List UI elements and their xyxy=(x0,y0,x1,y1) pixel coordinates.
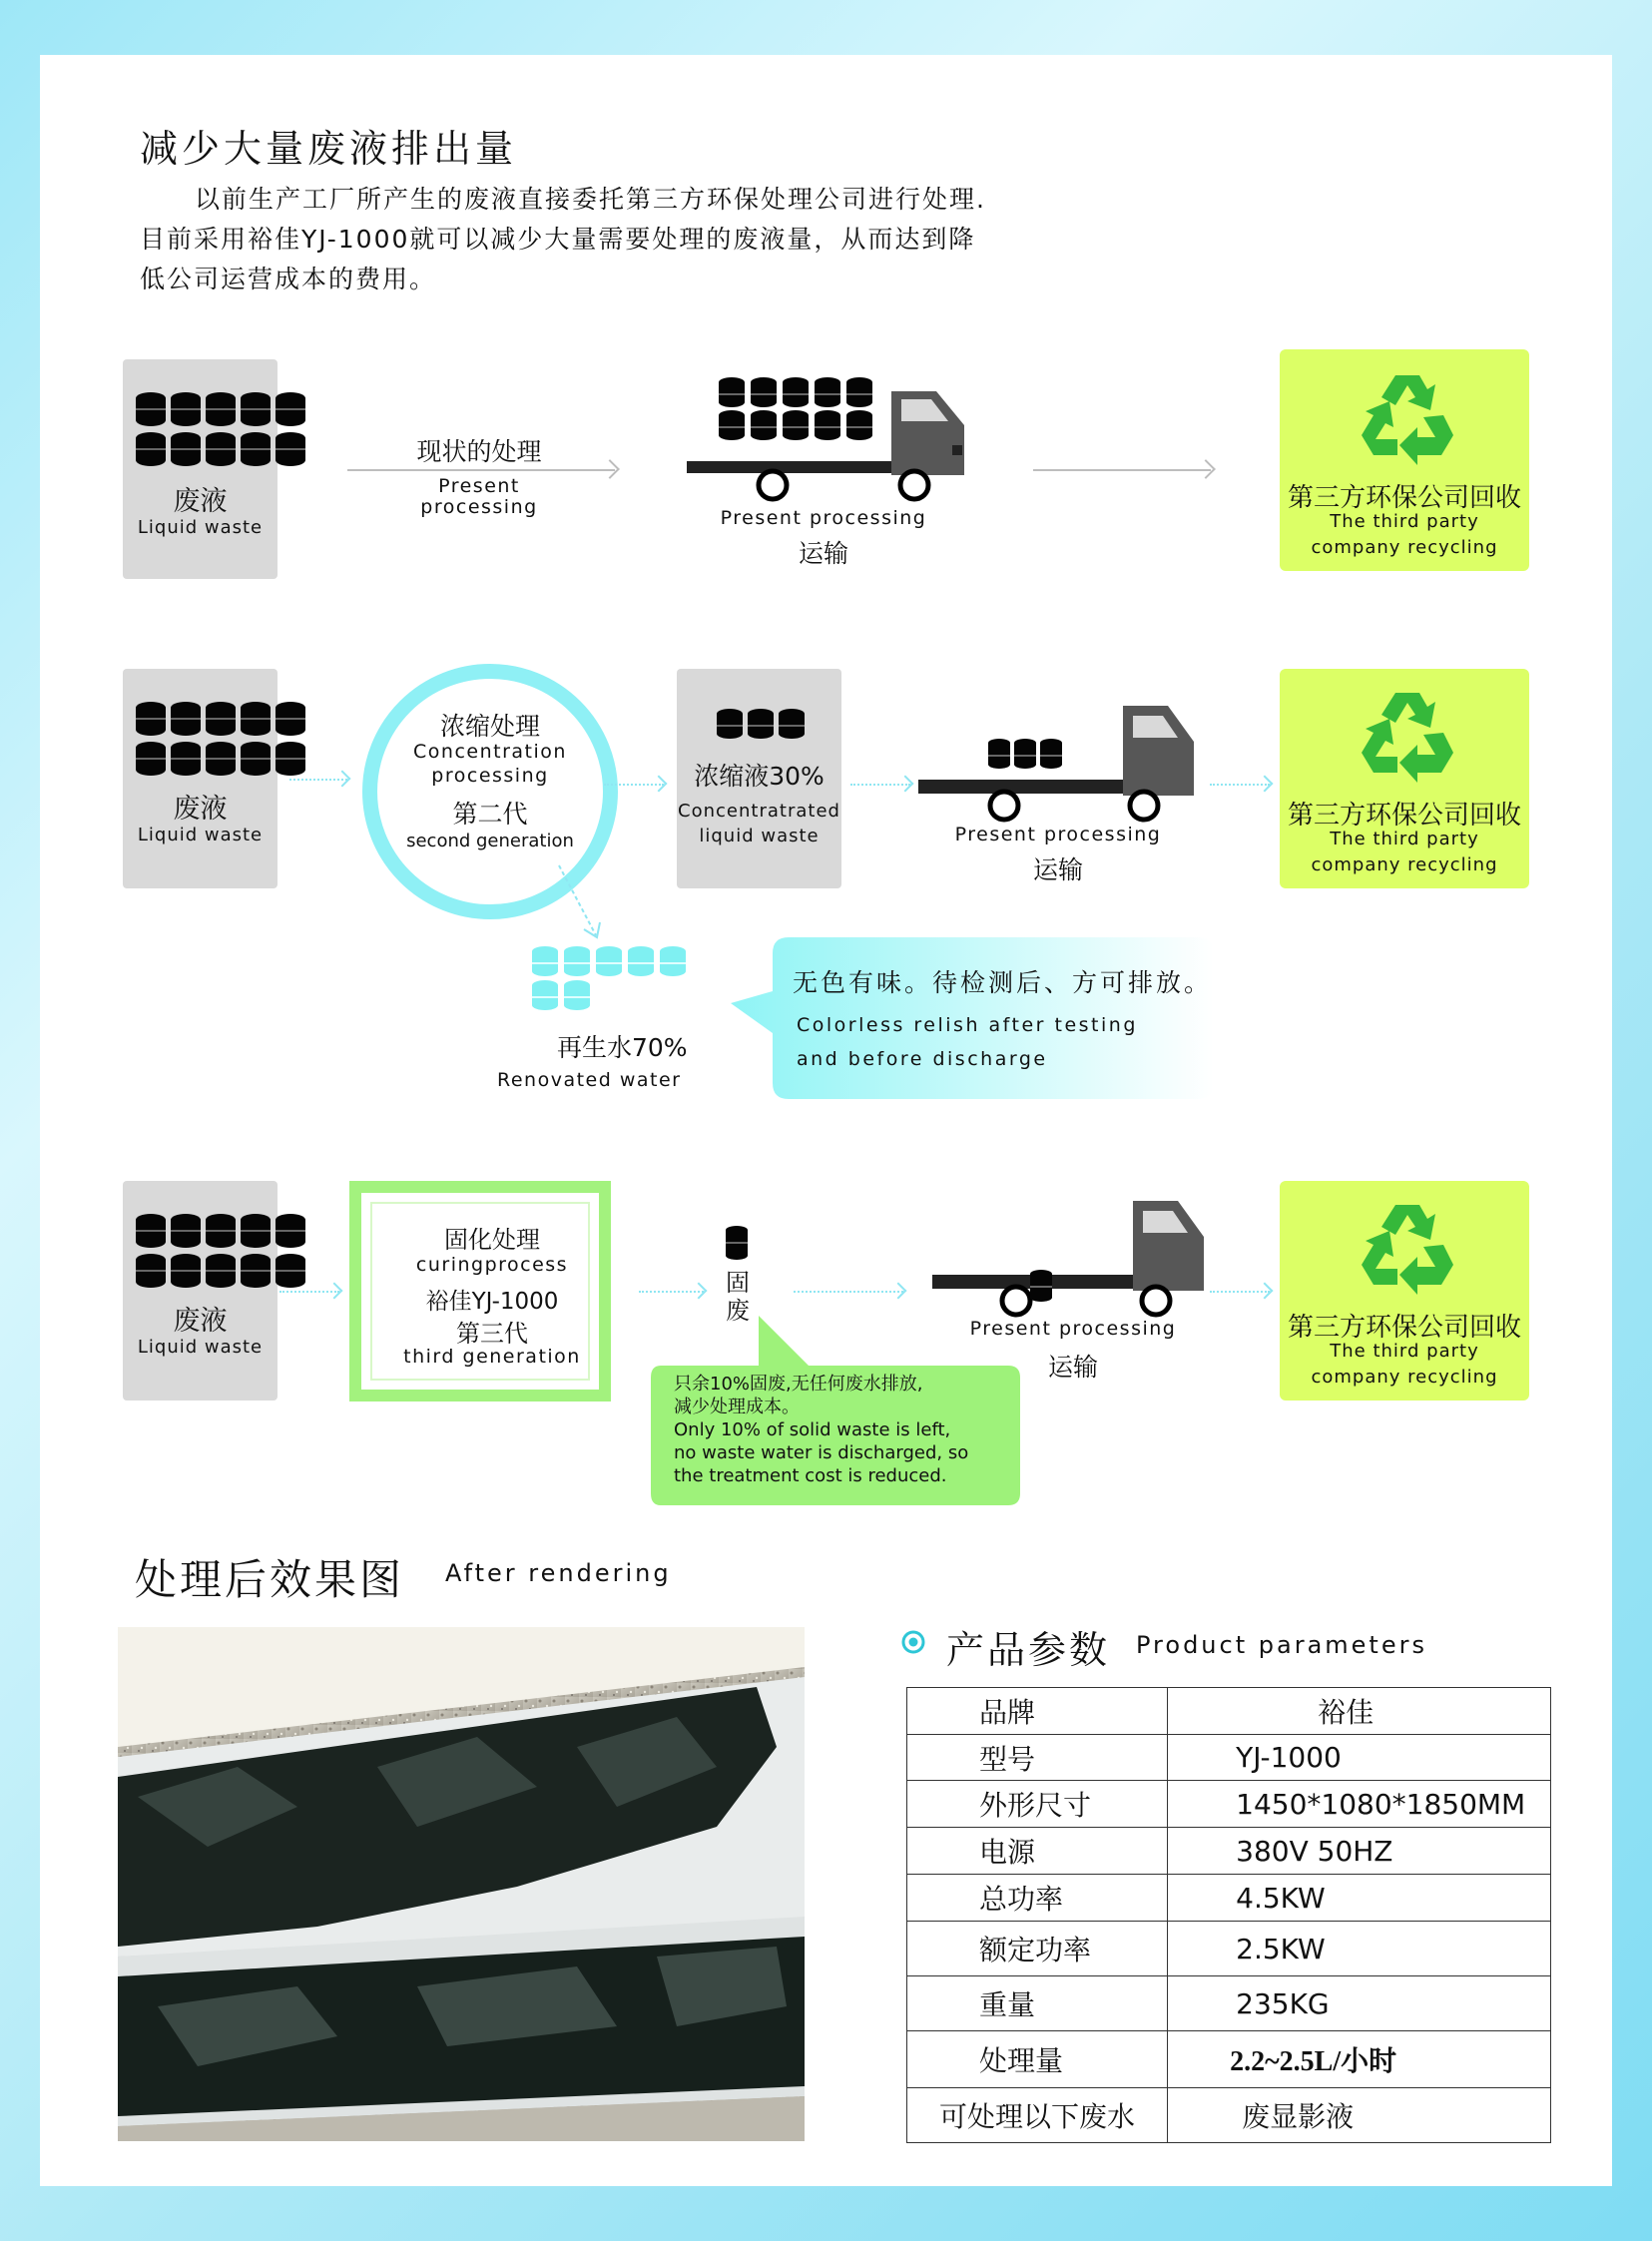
param-value: 1450*1080*1850MM xyxy=(1168,1781,1551,1828)
table-row xyxy=(907,1976,1551,2031)
recycle-label-en: company recycling xyxy=(1311,854,1498,875)
truck-label-en: Present processing xyxy=(720,507,927,529)
barrels-icon xyxy=(717,709,805,739)
recycle-icon xyxy=(1355,365,1460,465)
param-key: 重量 xyxy=(907,1976,1168,2031)
table-row xyxy=(907,2031,1551,2088)
params-title-en: Product parameters xyxy=(1136,1631,1427,1659)
recycle-label-zh: 第三方环保公司回收 xyxy=(1287,1313,1521,1343)
recycle-label-en: company recycling xyxy=(1311,537,1498,558)
concentrate-box xyxy=(677,669,841,888)
param-value: YJ-1000 xyxy=(1168,1735,1551,1781)
note-line-en: Only 10% of solid waste is left, xyxy=(674,1419,951,1440)
concentrate-label-zh: 浓缩液30% xyxy=(694,762,825,791)
arrow-right xyxy=(794,1291,903,1293)
barrels-icon xyxy=(136,702,305,776)
process-label-en: curingprocess xyxy=(415,1254,569,1276)
result-photo xyxy=(118,1627,805,2141)
process-label-en: Concentration xyxy=(413,741,567,763)
process-label-en: processing xyxy=(431,765,549,787)
note-text xyxy=(674,1373,968,1487)
note-line-en: no waste water is discharged, so xyxy=(674,1442,969,1463)
params-title-zh: 产品参数 xyxy=(946,1628,1111,1672)
truck-label-zh: 运输 xyxy=(798,539,848,568)
param-value: 235KG xyxy=(1168,1976,1551,2031)
note-line-zh: 只余10%固废,无任何废水排放, xyxy=(674,1374,923,1395)
liquid-waste-box xyxy=(123,1181,277,1401)
arrow-right xyxy=(1210,784,1270,786)
param-key: 可处理以下废水 xyxy=(907,2088,1168,2143)
page-title: 减少大量废液排出量 xyxy=(140,127,518,171)
recycle-label-en: The third party xyxy=(1330,1341,1479,1362)
solid-waste-label: 固 xyxy=(726,1269,750,1297)
param-key: 额定功率 xyxy=(907,1922,1168,1976)
recycle-label-en: The third party xyxy=(1330,829,1479,849)
param-value: 裕佳 xyxy=(1168,1688,1551,1735)
waste-label-zh: 废液 xyxy=(173,794,228,825)
concentrate-label-en: liquid waste xyxy=(699,826,820,846)
table-row xyxy=(907,1828,1551,1875)
truck-label-zh: 运输 xyxy=(1047,1353,1098,1382)
recycling-company-box xyxy=(1280,1181,1529,1401)
recycle-icon xyxy=(1355,1195,1460,1295)
arrow-right xyxy=(279,1291,339,1293)
recycle-icon xyxy=(1355,683,1460,783)
recycling-company-box xyxy=(1280,349,1529,571)
generation-label-en: second generation xyxy=(406,831,574,851)
liquid-waste-box xyxy=(123,359,277,579)
arrow-right xyxy=(604,784,664,786)
target-icon xyxy=(900,1629,926,1655)
liquid-waste-box xyxy=(123,669,277,888)
water-label-en: Renovated water xyxy=(497,1069,682,1091)
param-value: 废显影液 xyxy=(1168,2088,1551,2143)
water-barrels-icon xyxy=(532,946,688,1010)
recycle-label-en: company recycling xyxy=(1311,1367,1498,1388)
concentrate-label-en: Concentratrated xyxy=(678,801,840,822)
params-table xyxy=(906,1687,1551,2143)
recycle-label-zh: 第三方环保公司回收 xyxy=(1287,483,1521,513)
table-row xyxy=(907,1875,1551,1922)
generation-label-zh: 第二代 xyxy=(452,800,528,829)
barrels-icon xyxy=(136,392,305,466)
table-row xyxy=(907,1781,1551,1828)
table-row xyxy=(907,2088,1551,2143)
param-value: 2.5KW xyxy=(1168,1922,1551,1976)
param-key: 总功率 xyxy=(907,1875,1168,1922)
recycling-company-box xyxy=(1280,669,1529,888)
truck-label-zh: 运输 xyxy=(1032,855,1083,884)
recycle-label-zh: 第三方环保公司回收 xyxy=(1287,801,1521,831)
waste-label-en: Liquid waste xyxy=(137,517,264,538)
generation-label-zh: 第三代 xyxy=(456,1320,528,1348)
param-key: 型号 xyxy=(907,1735,1168,1781)
param-key: 处理量 xyxy=(907,2031,1168,2088)
water-label-zh: 再生水70% xyxy=(557,1033,688,1062)
table-row xyxy=(907,1688,1551,1735)
after-title-zh: 处理后效果图 xyxy=(135,1555,405,1604)
after-title-en: After rendering xyxy=(445,1559,672,1587)
waste-label-en: Liquid waste xyxy=(137,1337,264,1358)
arrow-right xyxy=(1210,1291,1270,1293)
note-line-en: the treatment cost is reduced. xyxy=(674,1465,947,1486)
step-label-zh: 现状的处理 xyxy=(416,437,542,466)
param-value: 380V 50HZ xyxy=(1168,1828,1551,1875)
note-line-zh: 减少处理成本。 xyxy=(674,1397,800,1417)
param-value: 4.5KW xyxy=(1168,1875,1551,1922)
arrow-right xyxy=(1033,469,1211,471)
waste-label-en: Liquid waste xyxy=(137,825,264,845)
generation-label-en: third generation xyxy=(403,1346,581,1368)
barrels-icon xyxy=(136,1214,305,1288)
waste-label-zh: 废液 xyxy=(173,1306,228,1337)
waste-label-zh: 废液 xyxy=(173,486,228,517)
bubble-text-en: Colorless relish after testing xyxy=(797,1014,1138,1036)
param-key: 品牌 xyxy=(907,1688,1168,1735)
param-key: 电源 xyxy=(907,1828,1168,1875)
bubble-text-zh: 无色有味。待检测后、方可排放。 xyxy=(793,968,1213,997)
intro-line: 低公司运营成本的费用。 xyxy=(140,265,437,293)
arrow-right xyxy=(639,1291,704,1293)
table-row xyxy=(907,1735,1551,1781)
param-key: 外形尺寸 xyxy=(907,1781,1168,1828)
truck-label-en: Present processing xyxy=(954,824,1162,845)
bubble-text-en: and before discharge xyxy=(797,1048,1048,1070)
solid-waste-label: 废 xyxy=(726,1297,750,1325)
truck-barrel-icon xyxy=(1030,1270,1052,1302)
branch-arrow xyxy=(554,863,644,943)
truck-label-en: Present processing xyxy=(969,1318,1177,1340)
intro-line: 目前采用裕佳YJ-1000就可以减少大量需要处理的废液量，从而达到降 xyxy=(140,225,976,254)
step-label-en: Present xyxy=(438,475,520,497)
model-label: 裕佳YJ-1000 xyxy=(425,1289,559,1315)
arrow-right xyxy=(850,784,910,786)
intro-text xyxy=(140,180,986,299)
step-label-en: processing xyxy=(420,496,538,518)
arrow-right xyxy=(289,779,347,781)
solid-waste-barrel-icon xyxy=(726,1226,748,1260)
arrow-right xyxy=(347,469,615,471)
process-label-zh: 浓缩处理 xyxy=(439,712,540,741)
process-label-zh: 固化处理 xyxy=(444,1226,540,1254)
param-value: 2.2~2.5L/小时 xyxy=(1168,2031,1551,2088)
recycle-label-en: The third party xyxy=(1330,511,1479,532)
truck-barrels-icon xyxy=(719,377,874,440)
truck-barrels-icon xyxy=(988,739,1062,769)
intro-line: 以前生产工厂所产生的废液直接委托第三方环保处理公司进行处理. xyxy=(195,185,986,214)
table-row xyxy=(907,1922,1551,1976)
